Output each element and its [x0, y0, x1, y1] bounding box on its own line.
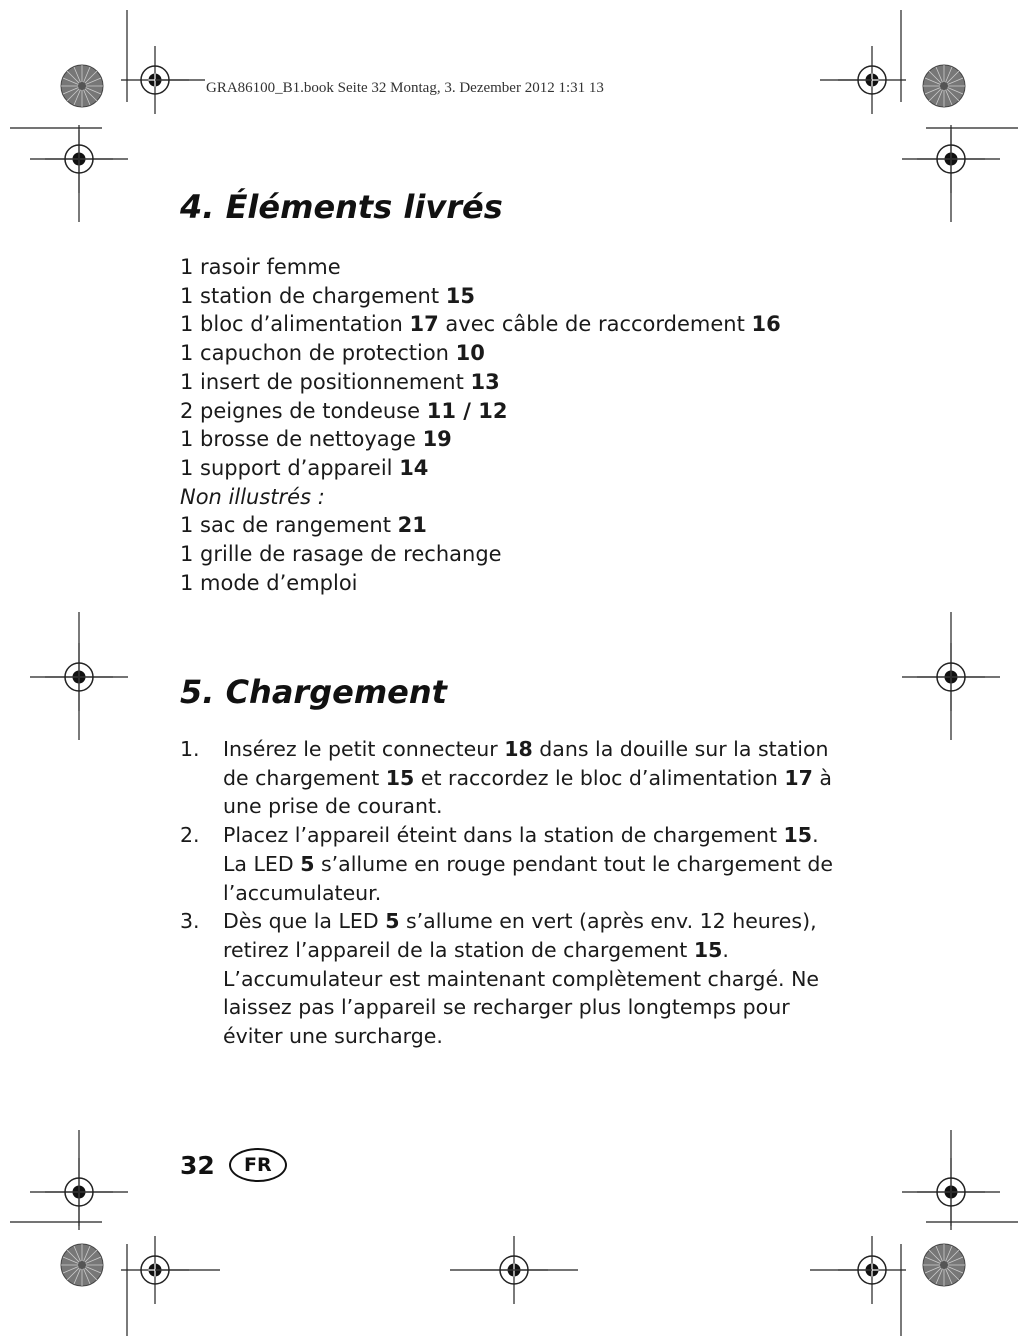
list-item: 1 grille de rasage de rechange [180, 542, 502, 567]
list-item: 1 station de chargement 15 [180, 283, 475, 308]
step-number: 1. [180, 737, 200, 761]
step-number: 3. [180, 909, 200, 934]
color-target-top-left [61, 65, 103, 107]
list-item: 1 support d’appareil 14 [180, 455, 429, 480]
list-subheading: Non illustrés : [180, 484, 325, 509]
step-item: 3. Dès que la LED 5 s’allume en vert (après env. 12 heures), retirez l’appareil de la station de chargement 15. L’accumulateur est maintenant complètement chargé. Ne laissez pas l’appareil se recharger plus longtemps pour éviter une surcharge. [180, 909, 820, 1049]
list-item: 2 peignes de tondeuse 11 / 12 [180, 398, 508, 423]
step-item: 2. Placez l’appareil éteint dans la station de chargement 15. La LED 5 s’allume en rouge pendant tout le chargement de l’accumulateur. [180, 823, 833, 905]
list-item: 1 brosse de nettoyage 19 [180, 427, 452, 452]
color-target-bottom-left [61, 1244, 103, 1286]
page-number: 32 [180, 1150, 215, 1180]
list-item: 1 capuchon de protection 10 [180, 341, 485, 366]
list-item: 1 bloc d’alimentation 17 avec câble de raccordement 16 [180, 312, 781, 337]
list-item: 1 rasoir femme [180, 255, 341, 279]
list-item: 1 insert de positionnement 13 [180, 369, 500, 394]
step-number: 2. [180, 823, 200, 848]
color-target-bottom-right [923, 1244, 965, 1286]
delivery-contents-list [180, 253, 781, 597]
section-title-elements-livres: 4. Éléments livrés [180, 188, 503, 226]
list-item: 1 sac de rangement 21 [180, 513, 427, 538]
charging-steps-list [180, 735, 840, 1051]
language-badge: FR [229, 1148, 287, 1182]
color-target-top-right [923, 65, 965, 107]
page-footer [180, 1148, 287, 1182]
print-slug-header: GRA86100_B1.book Seite 32 Montag, 3. Dezember 2012 1:31 13 [206, 80, 604, 96]
section-title-chargement: 5. Chargement [180, 673, 447, 711]
list-item: 1 mode d’emploi [180, 570, 358, 595]
step-item: 1. Insérez le petit connecteur 18 dans la douille sur la station de chargement 15 et raccordez le bloc d’alimentation 17 à une prise de courant. [180, 737, 832, 819]
